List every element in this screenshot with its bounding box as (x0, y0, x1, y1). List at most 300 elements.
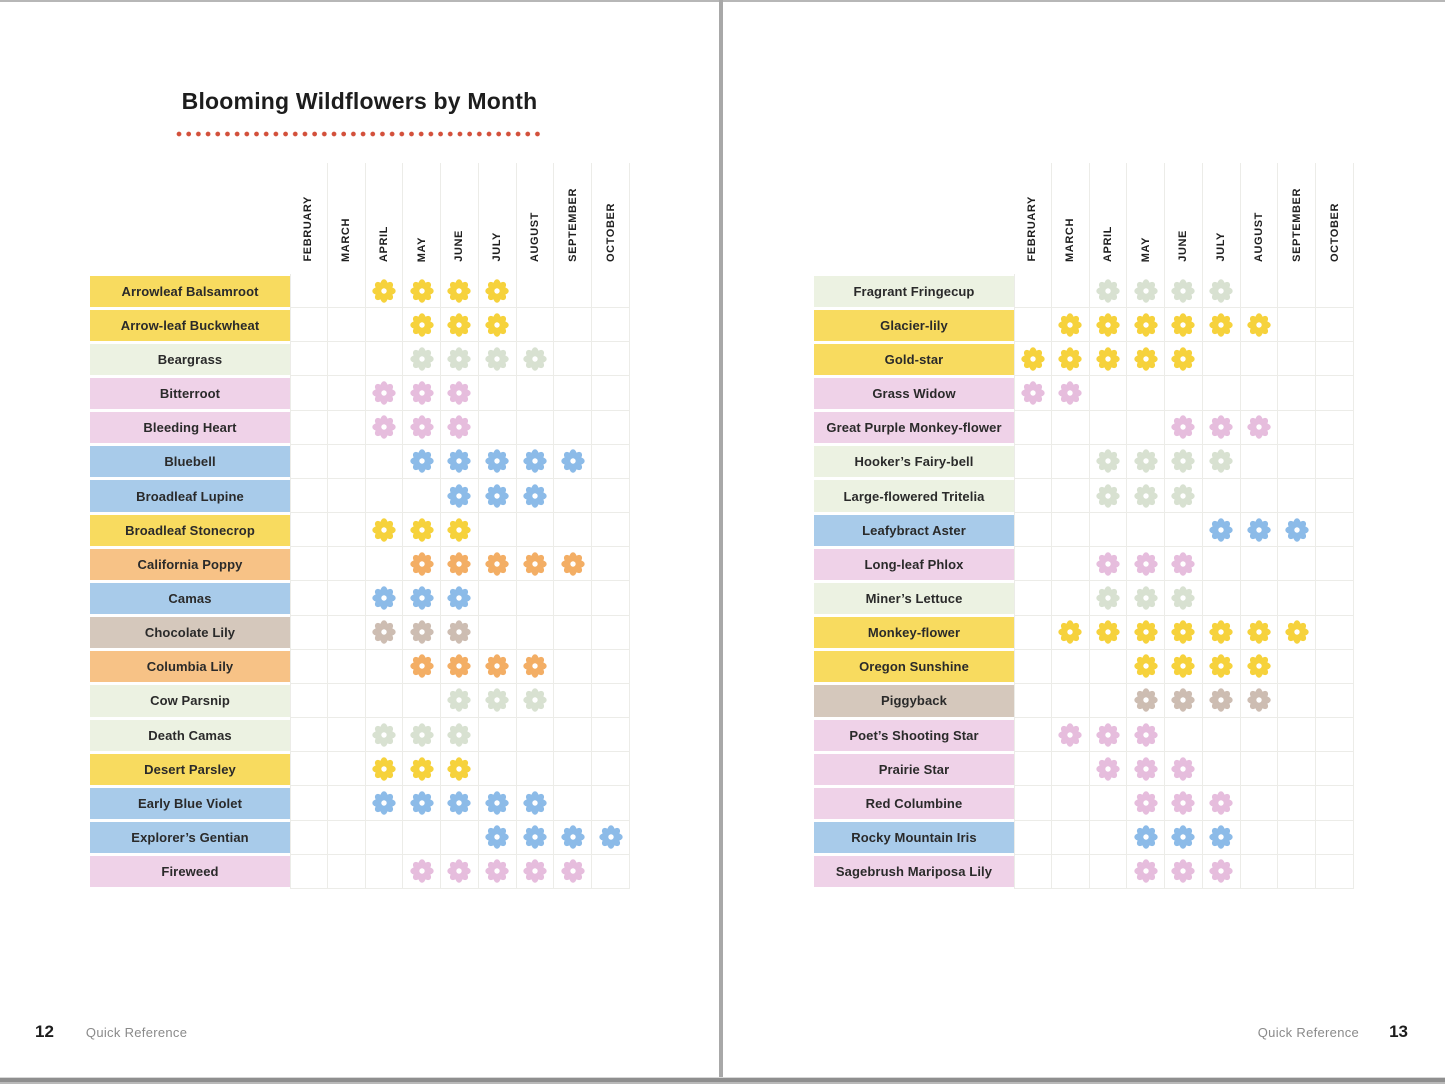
bloom-cell (1165, 513, 1203, 547)
month-header-august (517, 163, 555, 274)
flower-bloom-icon (1095, 551, 1121, 577)
bloom-cell (1014, 684, 1052, 718)
bloom-cell (1316, 308, 1354, 342)
month-header-label: FEBRUARY (1026, 196, 1039, 262)
table-row (90, 752, 630, 786)
flower-bloom-icon (1170, 551, 1196, 577)
footer-label: Quick Reference (85, 1025, 188, 1040)
bloom-cell (1052, 479, 1090, 513)
month-header-june (441, 163, 479, 274)
bloom-cell (328, 855, 366, 889)
bloom-cell (441, 411, 479, 445)
bloom-cell (554, 786, 592, 820)
flower-bloom-icon (1170, 483, 1196, 509)
bloom-cell (1278, 547, 1316, 581)
bloom-cell (1127, 821, 1165, 855)
bloom-cell (1203, 479, 1241, 513)
row-label: Bitterroot (90, 378, 290, 409)
bloom-cell (479, 376, 517, 410)
row-label-wrap (814, 547, 1014, 581)
table-row (90, 411, 630, 445)
flower-bloom-icon (409, 756, 435, 782)
row-label: Desert Parsley (90, 754, 290, 785)
row-label: Bleeding Heart (90, 412, 290, 443)
bloom-cell (290, 274, 328, 308)
bloom-cell (517, 821, 555, 855)
flower-bloom-icon (1133, 756, 1159, 782)
row-label-wrap (90, 342, 290, 376)
month-header-label: JUNE (453, 230, 466, 262)
bloom-cell (328, 821, 366, 855)
bloom-cell (1165, 650, 1203, 684)
bloom-cell (1090, 308, 1128, 342)
bloom-cell (1241, 547, 1279, 581)
flower-bloom-icon (522, 858, 548, 884)
bloom-cell (1241, 581, 1279, 615)
bloom-cell (366, 342, 404, 376)
flower-bloom-icon (1057, 346, 1083, 372)
bloom-cell (1165, 547, 1203, 581)
bloom-cell (1241, 411, 1279, 445)
bloom-cell (554, 684, 592, 718)
bloom-cell (366, 684, 404, 718)
bloom-cell (479, 513, 517, 547)
bloom-cell (1241, 821, 1279, 855)
month-header-label: MARCH (340, 218, 353, 262)
bloom-cell (1316, 855, 1354, 889)
bloom-cell (1278, 513, 1316, 547)
table-row (814, 445, 1354, 479)
flower-bloom-icon (1170, 790, 1196, 816)
table-row (90, 445, 630, 479)
table-row (814, 411, 1354, 445)
bloom-cell (1316, 786, 1354, 820)
flower-bloom-icon (1246, 619, 1272, 645)
flower-bloom-icon (1170, 414, 1196, 440)
table-row (90, 376, 630, 410)
bloom-cell (1052, 616, 1090, 650)
flower-bloom-icon (446, 312, 472, 338)
row-label: Arrowleaf Balsamroot (90, 276, 290, 307)
table-row (90, 308, 630, 342)
bloom-cell (1090, 376, 1128, 410)
bloom-cell (1203, 821, 1241, 855)
bloom-cell (441, 547, 479, 581)
flower-bloom-icon (371, 414, 397, 440)
bloom-cell (403, 855, 441, 889)
bloom-cell (366, 616, 404, 650)
bloom-cell (592, 513, 630, 547)
bloom-cell (517, 342, 555, 376)
table-row (90, 684, 630, 718)
bloom-cell (1052, 684, 1090, 718)
footer-right (1258, 1022, 1408, 1042)
row-label: Poet’s Shooting Star (814, 720, 1014, 751)
flower-bloom-icon (409, 551, 435, 577)
month-header-october (1316, 163, 1354, 274)
bloom-cell (554, 547, 592, 581)
bloom-cell (1203, 752, 1241, 786)
bloom-cell (517, 581, 555, 615)
bloom-cell (290, 445, 328, 479)
table-row (90, 855, 630, 889)
table-row (814, 581, 1354, 615)
flower-bloom-icon (522, 483, 548, 509)
flower-bloom-icon (484, 448, 510, 474)
bloom-cell (517, 376, 555, 410)
bloom-cell (441, 684, 479, 718)
bloom-cell (1052, 581, 1090, 615)
row-label: Miner’s Lettuce (814, 583, 1014, 614)
row-label-wrap (90, 274, 290, 308)
page-title: Blooming Wildflowers by Month (181, 88, 538, 114)
flower-bloom-icon (1208, 414, 1234, 440)
flower-bloom-icon (409, 346, 435, 372)
row-label: Prairie Star (814, 754, 1014, 785)
flower-bloom-icon (446, 858, 472, 884)
bloom-cell (1127, 684, 1165, 718)
page-right (723, 0, 1445, 1084)
flower-bloom-icon (1095, 346, 1121, 372)
bloom-cell (1241, 479, 1279, 513)
bloom-cell (1203, 547, 1241, 581)
bloom-cell (479, 684, 517, 718)
bloom-cell (1014, 479, 1052, 513)
bloom-cell (290, 650, 328, 684)
bloom-cell (1203, 616, 1241, 650)
row-label-wrap (814, 786, 1014, 820)
flower-bloom-icon (1095, 756, 1121, 782)
bloom-cell (1090, 547, 1128, 581)
bloom-cell (1052, 786, 1090, 820)
row-label-wrap (814, 308, 1014, 342)
bloom-cell (1241, 376, 1279, 410)
month-header-august (1241, 163, 1279, 274)
bloom-cell (1090, 411, 1128, 445)
flower-bloom-icon (1170, 312, 1196, 338)
bloom-cell (1165, 274, 1203, 308)
month-header-march (1052, 163, 1090, 274)
bloom-cell (1241, 786, 1279, 820)
bloom-cell (1316, 547, 1354, 581)
flower-bloom-icon (1133, 858, 1159, 884)
bloom-cell (1014, 581, 1052, 615)
bloom-cell (366, 445, 404, 479)
bloom-cell (1316, 581, 1354, 615)
flower-bloom-icon (409, 278, 435, 304)
bloom-cell (517, 308, 555, 342)
bloom-cell (1203, 786, 1241, 820)
bloom-cell (1090, 274, 1128, 308)
flower-bloom-icon (446, 653, 472, 679)
dotted-divider (176, 131, 544, 137)
bloom-cell (403, 274, 441, 308)
bloom-cell (1165, 718, 1203, 752)
bloom-cell (1278, 274, 1316, 308)
bloom-cell (517, 684, 555, 718)
bloom-cell (1278, 650, 1316, 684)
flower-bloom-icon (522, 653, 548, 679)
flower-bloom-icon (1095, 278, 1121, 304)
bloom-cell (1316, 411, 1354, 445)
month-header-label: MAY (1139, 236, 1152, 262)
bloom-cell (554, 855, 592, 889)
bloom-cell (328, 513, 366, 547)
bloom-cell (328, 581, 366, 615)
bloom-cell (592, 308, 630, 342)
row-label-wrap (90, 479, 290, 513)
month-header-label: APRIL (1101, 226, 1114, 262)
bloom-cell (1241, 855, 1279, 889)
bloom-cell (479, 786, 517, 820)
flower-bloom-icon (1170, 585, 1196, 611)
bloom-cell (1052, 718, 1090, 752)
bloom-cell (1165, 445, 1203, 479)
flower-bloom-icon (484, 312, 510, 338)
bloom-cell (1203, 411, 1241, 445)
flower-bloom-icon (1133, 687, 1159, 713)
month-header-label: MARCH (1064, 218, 1077, 262)
bloom-cell (441, 342, 479, 376)
bloom-cell (1278, 308, 1316, 342)
bloom-cell (1203, 274, 1241, 308)
bloom-cell (1052, 376, 1090, 410)
row-label-wrap (90, 616, 290, 650)
bloom-cell (554, 650, 592, 684)
row-label-wrap (814, 684, 1014, 718)
month-header-label: SEPTEMBER (566, 188, 579, 262)
row-label-wrap (814, 274, 1014, 308)
bloom-cell (328, 274, 366, 308)
flower-bloom-icon (1246, 687, 1272, 713)
bloom-cell (592, 274, 630, 308)
bloom-cell (1241, 445, 1279, 479)
row-label: Beargrass (90, 344, 290, 375)
bloom-cell (1241, 650, 1279, 684)
flower-bloom-icon (446, 483, 472, 509)
bloom-cell (1165, 342, 1203, 376)
bloom-cell (1127, 445, 1165, 479)
bloom-cell (479, 308, 517, 342)
bloom-cell (366, 376, 404, 410)
bloom-cell (290, 684, 328, 718)
bloom-cell (1052, 513, 1090, 547)
header-label-spacer (90, 163, 290, 274)
bloom-cell (366, 821, 404, 855)
row-label: Rocky Mountain Iris (814, 822, 1014, 853)
page-left (0, 0, 719, 1084)
flower-bloom-icon (1170, 448, 1196, 474)
bloom-cell (1165, 855, 1203, 889)
row-label: Glacier-lily (814, 310, 1014, 341)
month-header-september (554, 163, 592, 274)
flower-bloom-icon (560, 858, 586, 884)
bloom-cell (328, 479, 366, 513)
month-header-label: SEPTEMBER (1290, 188, 1303, 262)
flower-bloom-icon (446, 619, 472, 645)
bloom-cell (1203, 684, 1241, 718)
flower-bloom-icon (409, 448, 435, 474)
bloom-cell (441, 479, 479, 513)
bloom-cell (592, 684, 630, 718)
row-label: Cow Parsnip (90, 685, 290, 716)
row-label: Arrow-leaf Buckwheat (90, 310, 290, 341)
bloom-cell (479, 821, 517, 855)
bloom-cell (1316, 479, 1354, 513)
bloom-cell (1090, 821, 1128, 855)
bloom-cell (1127, 479, 1165, 513)
bloom-cell (517, 513, 555, 547)
month-header-february (290, 163, 328, 274)
table-row (814, 479, 1354, 513)
flower-bloom-icon (446, 346, 472, 372)
bloom-cell (290, 616, 328, 650)
month-header-label: OCTOBER (604, 202, 617, 262)
flower-bloom-icon (484, 278, 510, 304)
row-label: Death Camas (90, 720, 290, 751)
flower-bloom-icon (1208, 790, 1234, 816)
flower-bloom-icon (1170, 824, 1196, 850)
bloom-cell (1203, 855, 1241, 889)
bloom-cell (1278, 855, 1316, 889)
bloom-cell (479, 855, 517, 889)
bloom-cell (592, 616, 630, 650)
bloom-cell (1203, 650, 1241, 684)
month-header-label: JUNE (1177, 230, 1190, 262)
table-row (814, 684, 1354, 718)
bloom-cell (403, 684, 441, 718)
bloom-table-right (814, 163, 1354, 889)
table-row (814, 547, 1354, 581)
bloom-cell (1203, 718, 1241, 752)
bloom-cell (366, 650, 404, 684)
row-label-wrap (814, 513, 1014, 547)
flower-bloom-icon (484, 858, 510, 884)
bloom-cell (1090, 752, 1128, 786)
flower-bloom-icon (1095, 585, 1121, 611)
bloom-cell (1165, 821, 1203, 855)
bloom-cell (1316, 342, 1354, 376)
bloom-cell (290, 342, 328, 376)
bloom-cell (592, 411, 630, 445)
row-label: Great Purple Monkey-flower (814, 412, 1014, 443)
row-label: Early Blue Violet (90, 788, 290, 819)
bloom-cell (1052, 547, 1090, 581)
row-label: Sagebrush Mariposa Lily (814, 856, 1014, 887)
bloom-cell (554, 445, 592, 479)
bloom-cell (1127, 513, 1165, 547)
bloom-cell (517, 650, 555, 684)
bloom-cell (1165, 581, 1203, 615)
bloom-cell (328, 684, 366, 718)
row-label-wrap (90, 581, 290, 615)
footer-label: Quick Reference (1257, 1025, 1360, 1040)
bloom-cell (1090, 479, 1128, 513)
flower-bloom-icon (1208, 517, 1234, 543)
bloom-cell (479, 445, 517, 479)
row-label: Oregon Sunshine (814, 651, 1014, 682)
flower-bloom-icon (1133, 278, 1159, 304)
bloom-cell (403, 616, 441, 650)
bloom-cell (554, 752, 592, 786)
row-label-wrap (814, 342, 1014, 376)
bloom-cell (1090, 616, 1128, 650)
bloom-table-left (90, 163, 630, 889)
bloom-cell (1127, 376, 1165, 410)
flower-bloom-icon (522, 551, 548, 577)
table-row (90, 274, 630, 308)
flower-bloom-icon (1284, 619, 1310, 645)
bloom-cell (328, 411, 366, 445)
bloom-cell (1316, 650, 1354, 684)
flower-bloom-icon (409, 414, 435, 440)
month-header-label: JULY (491, 232, 504, 262)
bloom-cell (290, 581, 328, 615)
bloom-cell (1165, 479, 1203, 513)
bloom-cell (290, 855, 328, 889)
table-row (814, 718, 1354, 752)
bloom-cell (554, 308, 592, 342)
bloom-cell (479, 581, 517, 615)
bloom-cell (517, 752, 555, 786)
row-label-wrap (90, 650, 290, 684)
flower-bloom-icon (371, 790, 397, 816)
bloom-cell (366, 855, 404, 889)
month-header-july (1203, 163, 1241, 274)
row-label-wrap (814, 581, 1014, 615)
bloom-cell (479, 616, 517, 650)
flower-bloom-icon (522, 346, 548, 372)
flower-bloom-icon (1095, 448, 1121, 474)
row-label: California Poppy (90, 549, 290, 580)
row-label: Long-leaf Phlox (814, 549, 1014, 580)
row-label: Fireweed (90, 856, 290, 887)
bloom-cell (1090, 786, 1128, 820)
bloom-cell (1316, 445, 1354, 479)
bloom-cell (1165, 752, 1203, 786)
flower-bloom-icon (1208, 278, 1234, 304)
bloom-cell (1278, 581, 1316, 615)
table-row (814, 376, 1354, 410)
bloom-cell (366, 752, 404, 786)
row-label: Bluebell (90, 446, 290, 477)
flower-bloom-icon (1170, 858, 1196, 884)
flower-bloom-icon (1208, 312, 1234, 338)
flower-bloom-icon (371, 517, 397, 543)
table-row (90, 821, 630, 855)
flower-bloom-icon (1133, 619, 1159, 645)
bloom-cell (1165, 786, 1203, 820)
row-label-wrap (814, 718, 1014, 752)
bloom-cell (290, 308, 328, 342)
month-header-september (1278, 163, 1316, 274)
bloom-cell (517, 411, 555, 445)
flower-bloom-icon (1170, 346, 1196, 372)
bloom-cell (1278, 376, 1316, 410)
flower-bloom-icon (446, 517, 472, 543)
month-header-may (1127, 163, 1165, 274)
bloom-cell (554, 376, 592, 410)
flower-bloom-icon (1246, 312, 1272, 338)
bloom-cell (554, 718, 592, 752)
flower-bloom-icon (409, 517, 435, 543)
bloom-cell (366, 581, 404, 615)
bloom-cell (517, 616, 555, 650)
flower-bloom-icon (484, 346, 510, 372)
page-bottom-edge (0, 1077, 1445, 1084)
flower-bloom-icon (1284, 517, 1310, 543)
bloom-cell (1127, 616, 1165, 650)
